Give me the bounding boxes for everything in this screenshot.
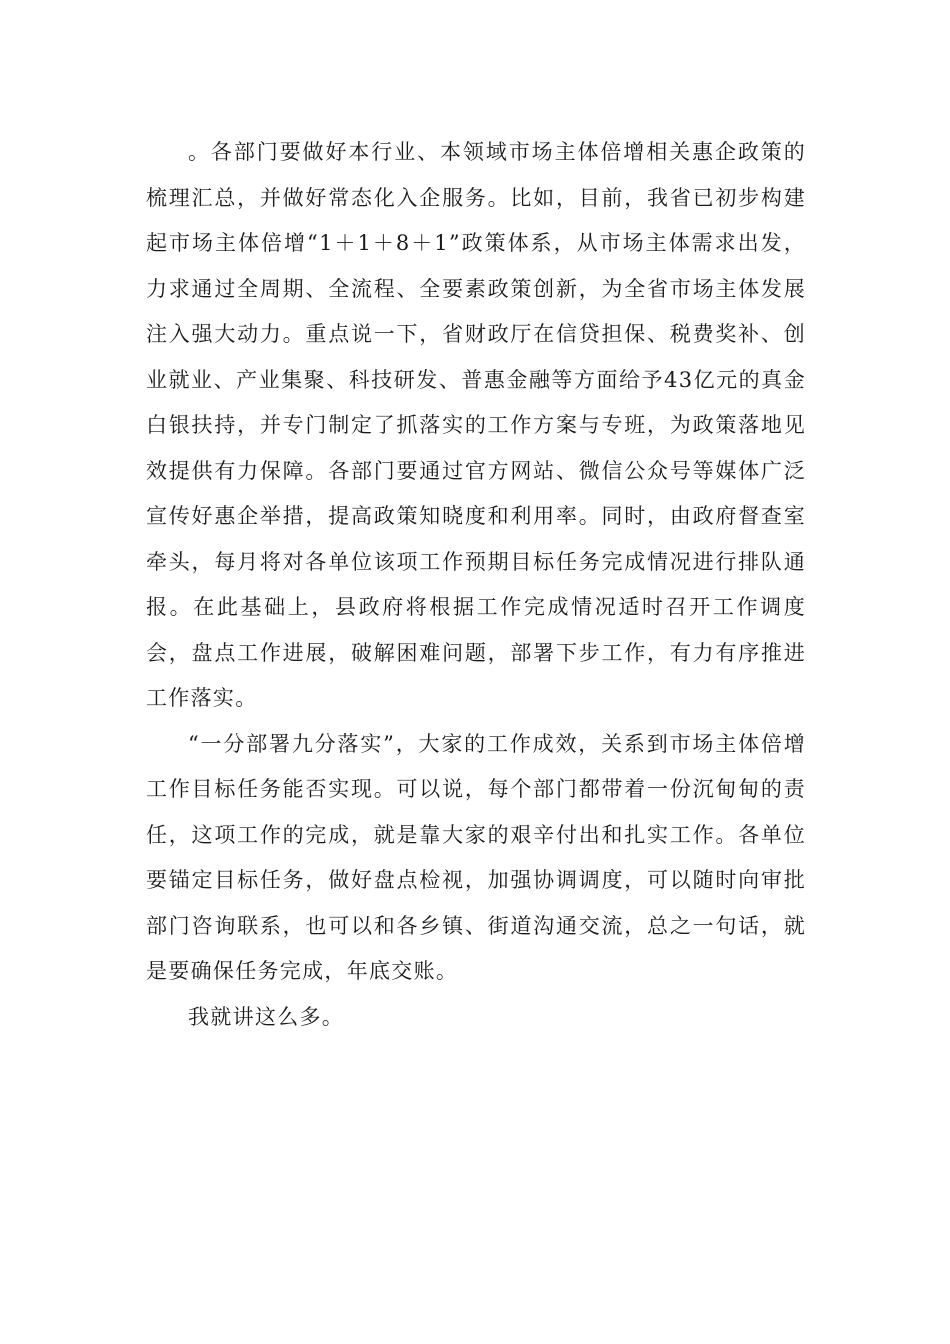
document-body <box>146 130 806 1040</box>
paragraph-policy-implementation: 。各部门要做好本行业、本领域市场主体倍增相关惠企政策的梳理汇总，并做好常态化入企服务。比如，目前，我省已初步构建起市场主体倍增“1＋1＋8＋1”政策体系，从市场主体需求出发，力求通过全周期、全流程、全要素政策创新，为全省市场主体发展注入强大动力。重点说一下，省财政厅在信贷担保、税费奖补、创业就业、产业集聚、科技研发、普惠金融等方面给予43亿元的真金白银扶持，并专门制定了抓落实的工作方案与专班，为政策落地见效提供有力保障。各部门要通过官方网站、微信公众号等媒体广泛宣传好惠企举措，提高政策知晓度和利用率。同时，由政府督查室牵头，每月将对各单位该项工作预期目标任务完成情况进行排队通报。在此基础上，县政府将根据工作完成情况适时召开工作调度会，盘点工作进展，破解困难问题，部署下步工作，有力有序推进工作落实。 <box>146 140 806 710</box>
paragraph-closing: 我就讲这么多。 <box>188 1004 345 1029</box>
paragraph-responsibility: “一分部署九分落实”，大家的工作成效，关系到市场主体倍增工作目标任务能否实现。可以说，每个部门都带着一份沉甸甸的责任，这项工作的完成，就是靠大家的艰辛付出和扎实工作。各单位要锚定目标任务，做好盘点检视，加强协调调度，可以随时向审批部门咨询联系，也可以和各乡镇、街道沟通交流，总之一句话，就是要确保任务完成，年底交账。 <box>146 731 806 983</box>
